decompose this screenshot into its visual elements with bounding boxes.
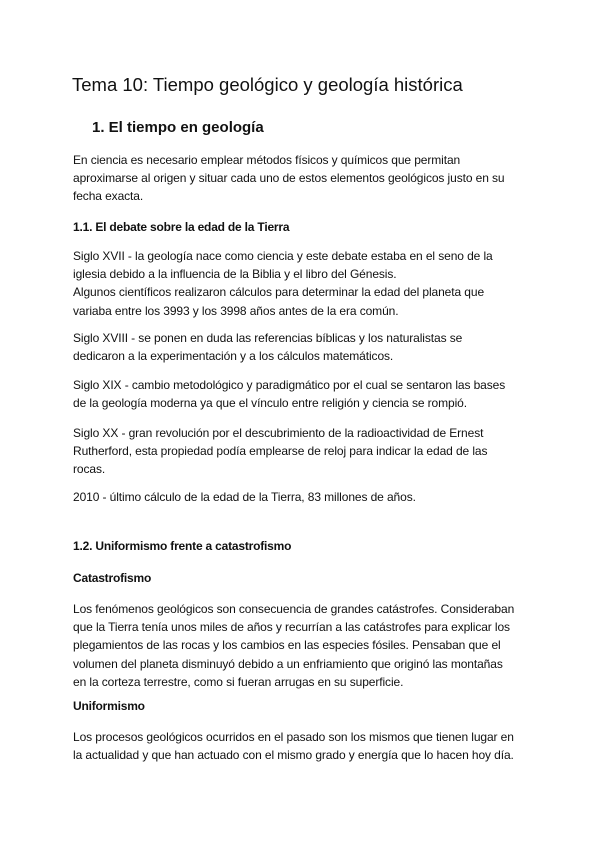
- text-line: dedicaron a la experimentación y a los cálculos matemáticos.: [73, 349, 394, 364]
- section-heading: 1. El tiempo en geología: [92, 119, 264, 136]
- text-line: 2010 - último cálculo de la edad de la Tierra, 83 millones de años.: [73, 490, 416, 504]
- paragraph-2010: [73, 488, 416, 506]
- text-line: plegamientos de las rocas y los cambios en las especies fósiles. Pensaban que el: [73, 638, 501, 653]
- text-line: que la Tierra tenía unos miles de años y recurrían a las catástrofes para explicar los: [73, 620, 510, 635]
- text-line: iglesia debido a la influencia de la Biblia y el libro del Génesis.: [73, 267, 397, 282]
- text-line: la actualidad y que han actuado con el mismo grado y energía que lo hacen hoy día.: [73, 748, 514, 763]
- paragraph-intro: [73, 151, 505, 206]
- text-line: de la geología moderna ya que el vínculo entre religión y ciencia se rompió.: [73, 396, 467, 411]
- text-line: variaba entre los 3993 y los 3998 años antes de la era común.: [73, 303, 399, 318]
- paragraph-xviii: [73, 329, 462, 365]
- text-line: rocas.: [73, 462, 106, 477]
- subheading-1-2: 1.2. Uniformismo frente a catastrofismo: [73, 539, 292, 553]
- text-line: Rutherford, esta propiedad podía emplearse de reloj para indicar la edad de las: [73, 444, 488, 459]
- text-line: En ciencia es necesario emplear métodos físicos y químicos que permitan: [73, 153, 461, 167]
- subheading-1-1: 1.1. El debate sobre la edad de la Tierra: [73, 220, 290, 234]
- paragraph-xix: [73, 376, 505, 412]
- text-line: fecha exacta.: [73, 189, 144, 204]
- text-line: Algunos científicos realizaron cálculos para determinar la edad del planeta que: [73, 285, 485, 300]
- paragraph-xvii: [73, 247, 493, 320]
- text-line: Siglo XVII - la geología nace como ciencia y este debate estaba en el seno de la: [73, 249, 493, 263]
- paragraph-catastrofismo: [73, 600, 514, 691]
- text-line: Siglo XIX - cambio metodológico y paradigmático por el cual se sentaron las bases: [73, 378, 506, 392]
- text-line: aproximarse al origen y situar cada uno de estos elementos geológicos justo en su: [73, 171, 505, 186]
- text-line: en la corteza terrestre, como si fueran arrugas en su superficie.: [73, 674, 404, 689]
- heading-catastrofismo: Catastrofismo: [73, 571, 152, 585]
- paragraph-xx: [73, 424, 487, 479]
- text-line: volumen del planeta disminuyó debido a un enfriamiento que originó las montañas: [73, 656, 503, 671]
- heading-uniformismo: Uniformismo: [73, 699, 145, 713]
- text-line: Los procesos geológicos ocurridos en el pasado son los mismos que tienen lugar en: [73, 730, 514, 744]
- text-line: Los fenómenos geológicos son consecuencia de grandes catástrofes. Consideraban: [73, 602, 515, 616]
- document-title: Tema 10: Tiempo geológico y geología histórica: [72, 74, 463, 95]
- text-line: Siglo XX - gran revolución por el descubrimiento de la radioactividad de Ernest: [73, 426, 484, 440]
- paragraph-uniformismo: [73, 728, 514, 764]
- text-line: Siglo XVIII - se ponen en duda las referencias bíblicas y los naturalistas se: [73, 331, 463, 345]
